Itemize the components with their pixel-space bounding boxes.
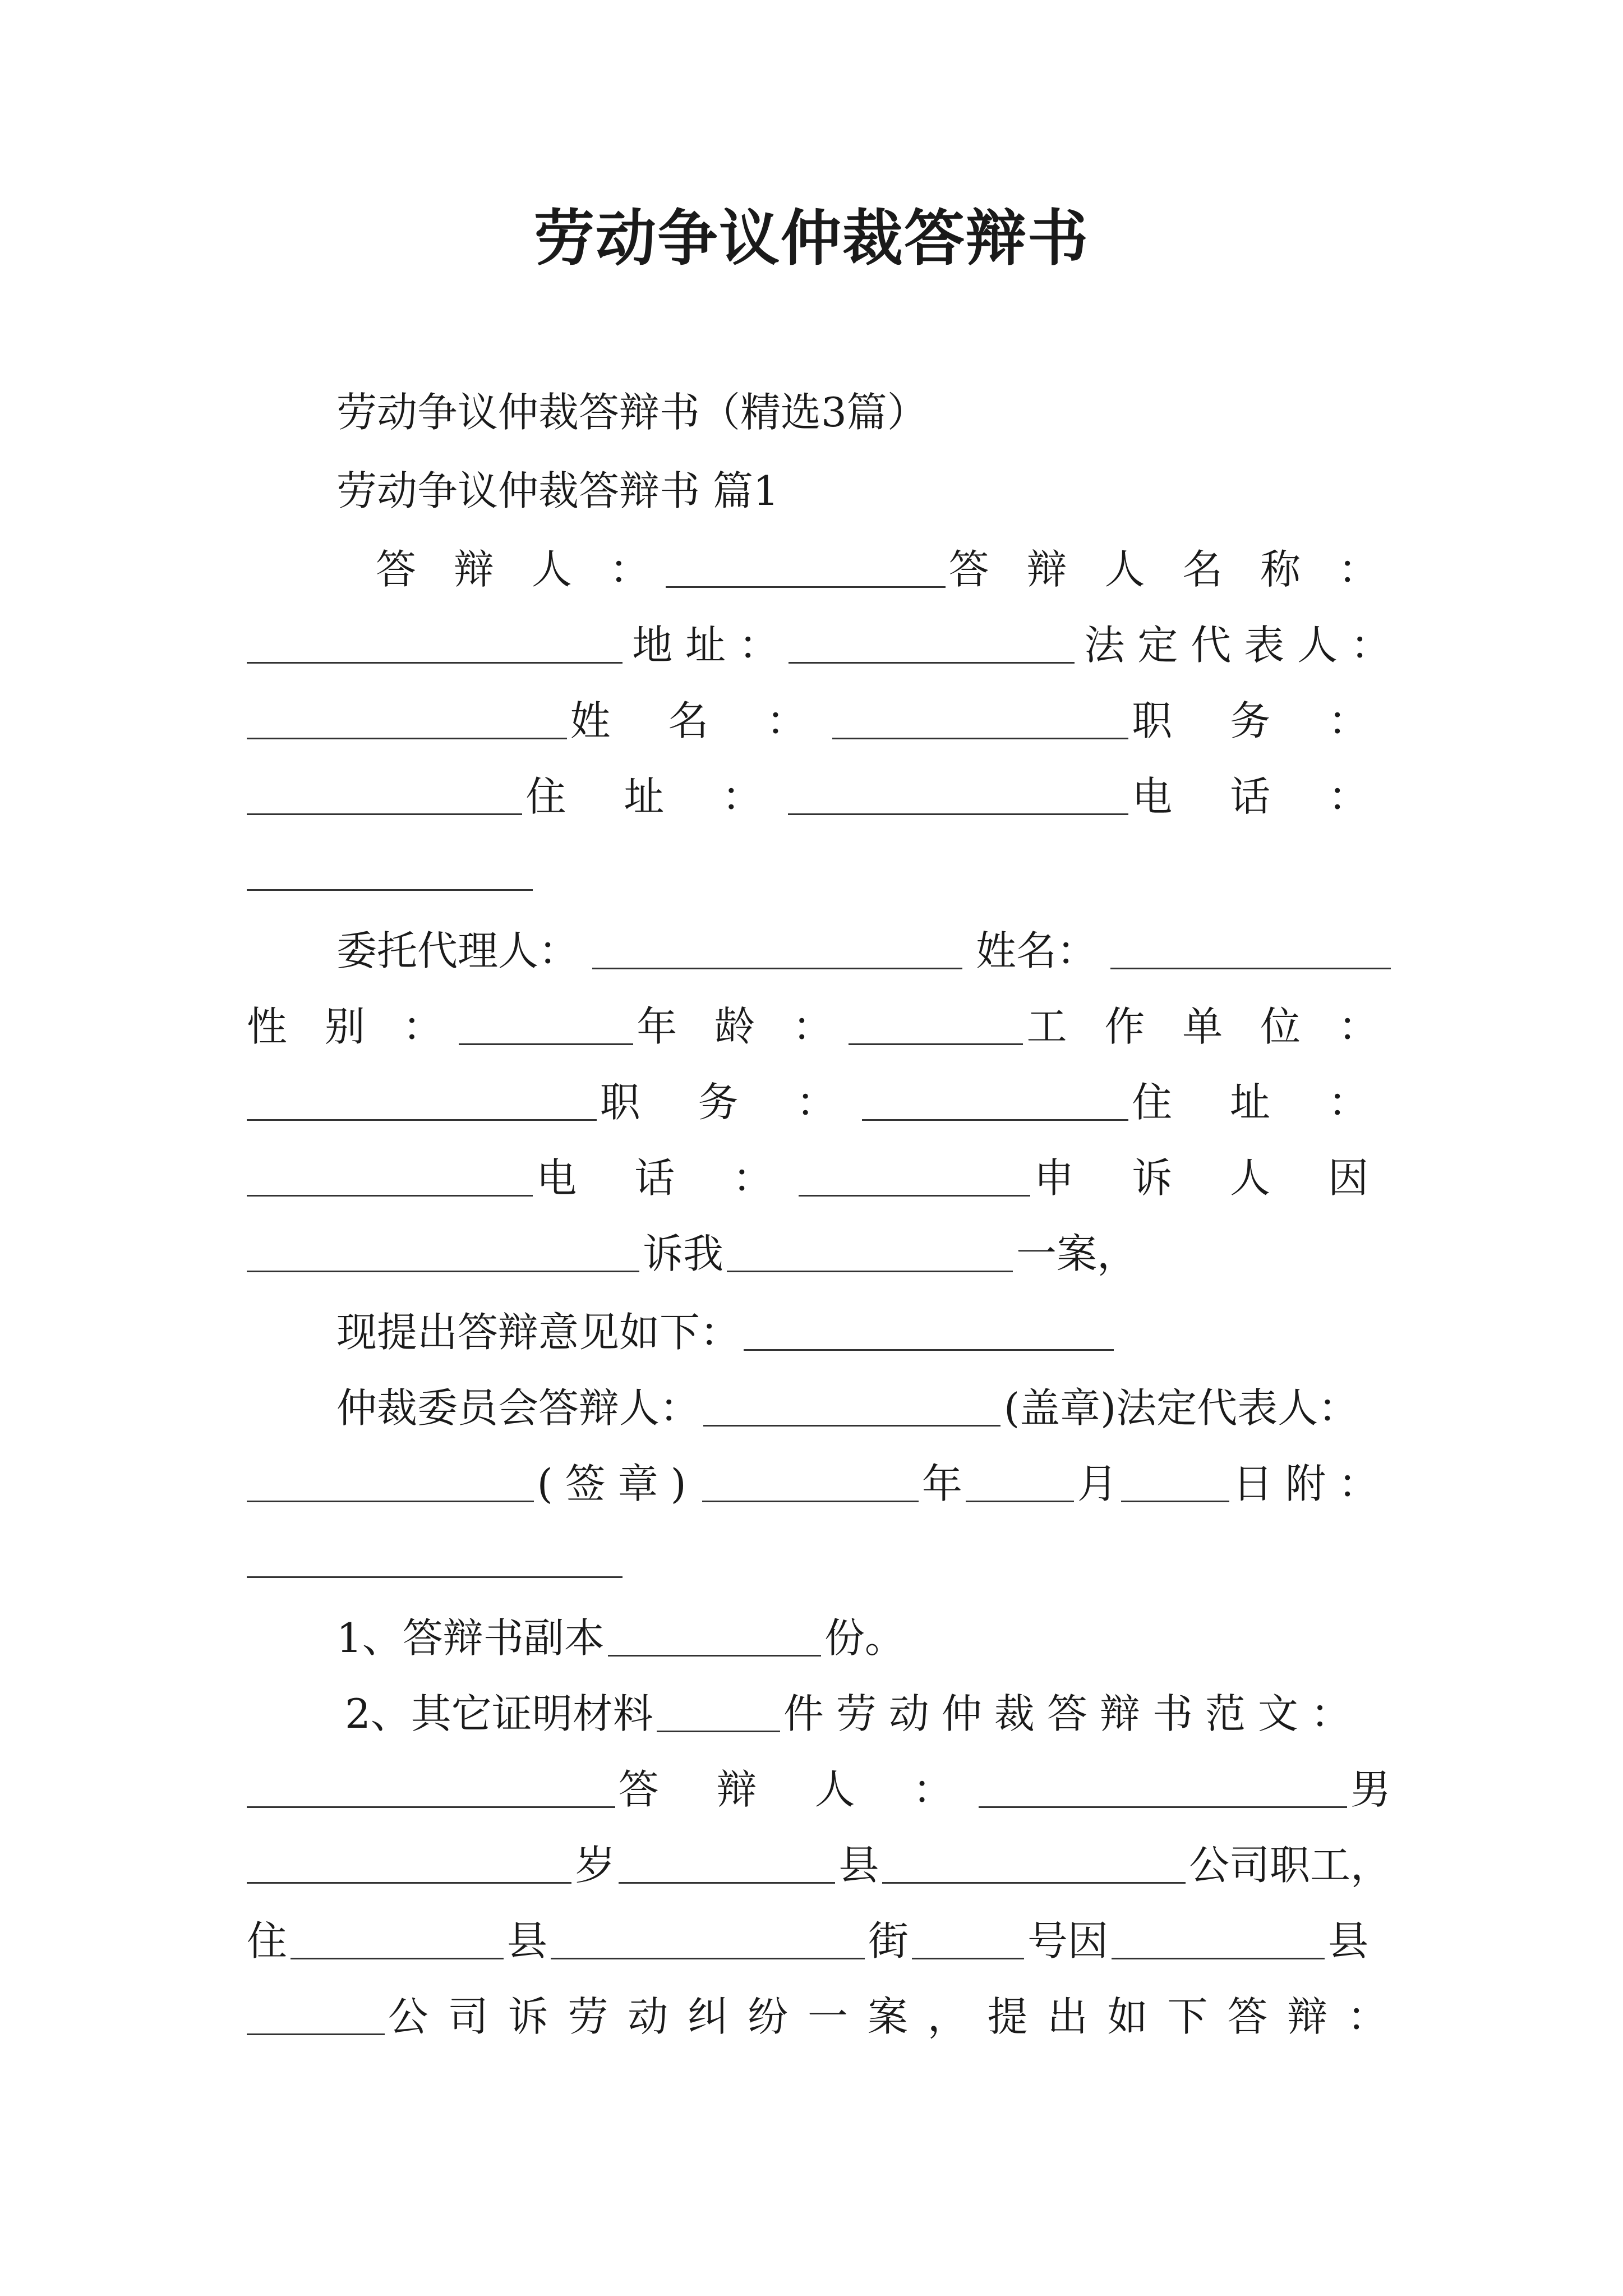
blank-name[interactable] — [832, 703, 1128, 739]
blank-employer[interactable] — [247, 1084, 597, 1121]
label-seal-legal-rep: (盖章)法定代表人： — [1004, 1384, 1359, 1432]
label-respondent: 答 辩 人 ： — [376, 546, 662, 593]
blank-legal-rep-sign[interactable] — [247, 1466, 534, 1502]
label-reside: 住 — [247, 1917, 288, 1964]
form-line-sample-dispute — [247, 1986, 1391, 2047]
form-line-committee — [247, 1377, 1391, 1439]
label-agent-phone: 电 话 ： — [536, 1154, 796, 1202]
blank-evidence[interactable] — [657, 1696, 780, 1732]
blank-sample-company[interactable] — [882, 1847, 1186, 1884]
form-line-residence — [247, 766, 1391, 827]
label-copies: 1、答辩书副本 — [336, 1614, 605, 1662]
form-line-opinion — [247, 1301, 1391, 1363]
label-evidence: 2、其它证明材料 — [345, 1690, 653, 1737]
blank-case-company[interactable] — [247, 1999, 385, 2035]
label-agent: 委托代理人： — [336, 927, 579, 974]
label-street: 街 — [868, 1917, 909, 1964]
label-residence: 住 址 ： — [525, 773, 785, 820]
label-number-because: 号因 — [1027, 1917, 1109, 1964]
blank-sample-prefix[interactable] — [247, 1772, 615, 1808]
label-reside-county: 县 — [507, 1917, 548, 1964]
subtitle-text: 劳动争议仲裁答辩书（精选3篇） — [336, 389, 928, 436]
subtitle-line — [247, 381, 1391, 443]
blank-day[interactable] — [1121, 1466, 1229, 1502]
blank-year[interactable] — [702, 1466, 919, 1502]
form-line-agent-phone — [247, 1147, 1391, 1209]
blank-case-county[interactable] — [1112, 1923, 1325, 1959]
form-line-respondent — [247, 539, 1391, 600]
label-sign: (签章) — [537, 1460, 699, 1507]
label-opinion: 现提出答辩意见如下： — [336, 1309, 741, 1356]
label-copies-unit: 份。 — [824, 1614, 905, 1662]
label-employer: 工 作 单 位 ： — [1026, 1003, 1391, 1050]
label-claimant-because: 申 诉 人 因 — [1034, 1154, 1391, 1202]
label-legal-rep: 法 定 代 表 人 ： — [1084, 622, 1391, 669]
blank-respondent[interactable] — [666, 551, 946, 588]
label-sample-respondent: 答 辩 人 ： — [618, 1766, 976, 1813]
form-line-attach-blank — [247, 1529, 1391, 1590]
section-heading — [247, 460, 1391, 522]
label-gender: 性 别 ： — [247, 1003, 455, 1050]
blank-agent-phone[interactable] — [799, 1160, 1030, 1197]
form-line-name — [247, 690, 1391, 752]
form-line-agent-position — [247, 1071, 1391, 1133]
label-position: 职 务 ： — [1132, 697, 1391, 744]
blank-reside-county[interactable] — [291, 1923, 504, 1959]
blank-reside-street[interactable] — [551, 1923, 865, 1959]
label-respondent-name: 答 辩 人 名 称 ： — [948, 546, 1391, 593]
label-evidence-unit: 件劳动仲裁答辩书范文： — [783, 1690, 1363, 1737]
label-address: 地 址 ： — [632, 622, 780, 669]
label-month: 月 — [1077, 1460, 1118, 1507]
form-line-phone-blank — [247, 841, 1391, 903]
blank-number[interactable] — [912, 1923, 1024, 1959]
label-company-employee: 公司职工， — [1188, 1842, 1391, 1889]
blank-opinion[interactable] — [744, 1314, 1114, 1351]
blank-agent[interactable] — [592, 933, 962, 969]
label-dispute: 公 司 诉 劳 动 纠 纷 一 案 ， 提 出 如 下 答 辩 ： — [388, 1993, 1391, 2040]
label-committee: 仲裁委员会答辩人： — [336, 1384, 700, 1432]
label-agent-residence: 住 址 ： — [1132, 1079, 1391, 1126]
form-line-sample-respondent — [247, 1759, 1391, 1820]
blank-address[interactable] — [789, 627, 1075, 664]
blank-age[interactable] — [849, 1009, 1023, 1045]
blank-month[interactable] — [966, 1466, 1074, 1502]
label-year: 年 — [921, 1460, 962, 1507]
blank-agent-position[interactable] — [862, 1084, 1128, 1121]
blank-committee[interactable] — [703, 1390, 1000, 1427]
form-line-copies — [247, 1607, 1391, 1669]
form-line-agent — [247, 920, 1391, 982]
form-line-signature-date — [247, 1453, 1391, 1515]
label-age-unit: 岁 — [575, 1842, 616, 1889]
blank-position[interactable] — [247, 779, 522, 815]
document-title: 劳动争议仲裁答辩书 — [533, 203, 1089, 274]
blank-claimant[interactable] — [247, 1236, 639, 1272]
blank-respondent-name[interactable] — [247, 627, 623, 664]
form-line-address — [247, 614, 1391, 676]
label-phone: 电 话 ： — [1132, 773, 1391, 820]
section-heading-text: 劳动争议仲裁答辩书 篇1 — [336, 467, 779, 514]
label-case-county: 县 — [1328, 1917, 1369, 1964]
form-line-sample-age — [247, 1834, 1391, 1896]
blank-agent-residence[interactable] — [247, 1160, 533, 1197]
blank-case[interactable] — [727, 1236, 1013, 1272]
label-age: 年 龄 ： — [637, 1003, 845, 1050]
label-agent-name: 姓名： — [975, 927, 1097, 974]
form-line-sample-residence — [247, 1910, 1391, 1972]
blank-sample-respondent[interactable] — [979, 1772, 1347, 1808]
blank-sample-age[interactable] — [247, 1847, 571, 1884]
label-name: 姓 名 ： — [570, 697, 829, 744]
form-line-case — [247, 1223, 1391, 1285]
blank-attachment[interactable] — [247, 1542, 623, 1578]
label-one-case: 一案， — [1016, 1230, 1138, 1277]
form-line-evidence — [247, 1683, 1391, 1745]
blank-legal-rep[interactable] — [247, 703, 567, 739]
label-county: 县 — [838, 1842, 879, 1889]
blank-agent-name[interactable] — [1110, 933, 1391, 969]
blank-sample-county[interactable] — [619, 1847, 835, 1884]
label-agent-position: 职 务 ： — [600, 1079, 859, 1126]
blank-copies[interactable] — [608, 1620, 821, 1657]
label-male: 男 — [1350, 1766, 1391, 1813]
label-sue-me: 诉我 — [643, 1230, 724, 1277]
blank-gender[interactable] — [459, 1009, 633, 1045]
label-day-attach: 日附： — [1232, 1460, 1391, 1507]
blank-phone[interactable] — [247, 854, 533, 891]
form-line-gender — [247, 996, 1391, 1057]
blank-residence[interactable] — [788, 779, 1128, 815]
